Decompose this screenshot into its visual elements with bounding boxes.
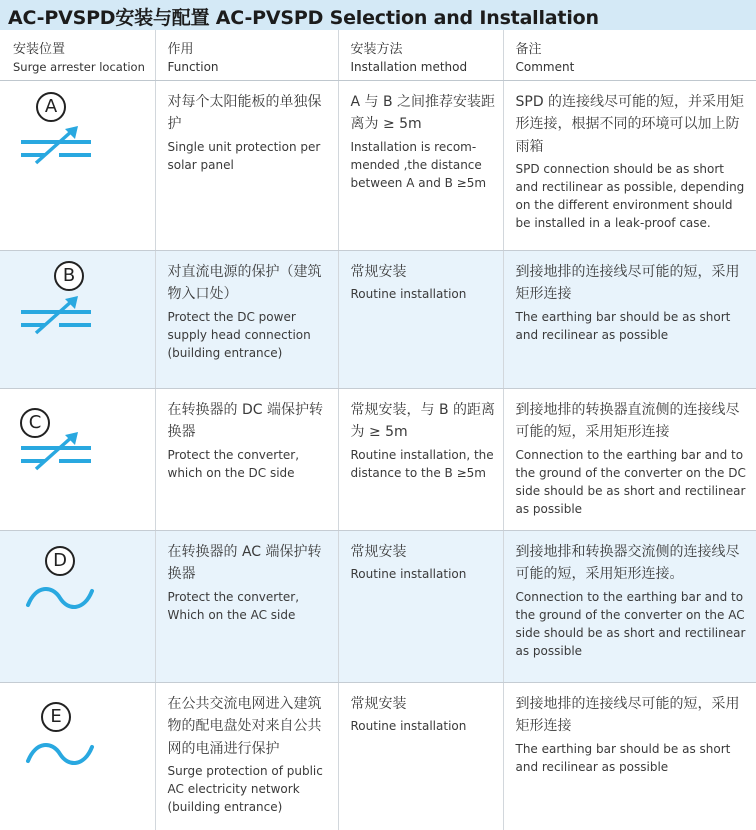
ac-sine-icon (24, 581, 96, 615)
dc-spd-icon (18, 431, 94, 471)
location-letter-badge: E (41, 702, 71, 732)
comment-cell: SPD 的连接线尽可能的短，并采用矩形连接，根据不同的环境可以加上防雨箱 SPD connection should be as short and rectilinear as possible, depending on the different environment should be installed in a leak-proof case. (503, 80, 756, 250)
spd-table (0, 30, 756, 830)
comment-cell: 到接地排和转换器交流侧的连接线尽可能的短，采用矩形连接。 Connection to the earthing bar and to the ground of the converter on the AC side should be as short and rectilinear as possible (503, 530, 756, 682)
comment-cell: 到接地排的连接线尽可能的短，采用矩形连接 The earthing bar should be as short and recilinear as possible (503, 682, 756, 830)
location-cell (0, 250, 155, 388)
function-cell: 对直流电源的保护（建筑物入口处） Protect the DC power supply head connection (building entrance) (155, 250, 338, 388)
table-row (0, 530, 756, 682)
header-comment: 备注 Comment (503, 30, 756, 80)
comment-cell: 到接地排的连接线尽可能的短，采用矩形连接 The earthing bar should be as short and recilinear as possible (503, 250, 756, 388)
location-letter-badge: D (45, 546, 75, 576)
method-cell: 常规安装 Routine installation (338, 682, 503, 830)
header-function: 作用 Function (155, 30, 338, 80)
dc-spd-icon (18, 295, 94, 335)
title-bar (0, 0, 756, 30)
method-cell: 常规安装，与 B 的距离为 ≥ 5m Routine installation, the distance to the B ≥5m (338, 388, 503, 530)
header-location: 安装位置 Surge arrester location (0, 30, 155, 80)
method-cell: 常规安装 Routine installation (338, 250, 503, 388)
comment-cell: 到接地排的转换器直流侧的连接线尽可能的短，采用矩形连接 Connection to the earthing bar and to the ground of the converter on the DC side should be as short and rectilinear as possible (503, 388, 756, 530)
function-cell: 在公共交流电网进入建筑物的配电盘处对来自公共网的电涌进行保护 Surge protection of public AC electricity network (building entrance) (155, 682, 338, 830)
ac-sine-icon (24, 737, 96, 771)
table-row (0, 250, 756, 388)
location-cell (0, 80, 155, 250)
table-row (0, 80, 756, 250)
location-cell (0, 530, 155, 682)
function-cell: 在转换器的 DC 端保护转换器 Protect the converter, which on the DC side (155, 388, 338, 530)
location-letter-badge: A (36, 92, 66, 122)
header-method: 安装方法 Installation method (338, 30, 503, 80)
location-cell (0, 388, 155, 530)
method-cell: 常规安装 Routine installation (338, 530, 503, 682)
method-cell: A 与 B 之间推荐安装距离为 ≥ 5m Installation is recom-mended ,the distance between A and B ≥5m (338, 80, 503, 250)
page-title: AC-PVSPD安装与配置 AC-PVSPD Selection and Installation (8, 7, 599, 29)
table-header-row (0, 30, 756, 80)
dc-spd-icon (18, 125, 94, 165)
function-cell: 对每个太阳能板的单独保护 Single unit protection per solar panel (155, 80, 338, 250)
location-letter-badge: B (54, 261, 84, 291)
table-row (0, 388, 756, 530)
function-cell: 在转换器的 AC 端保护转换器 Protect the converter, Which on the AC side (155, 530, 338, 682)
location-cell (0, 682, 155, 830)
location-letter-badge: C (20, 408, 50, 438)
table-row (0, 682, 756, 830)
